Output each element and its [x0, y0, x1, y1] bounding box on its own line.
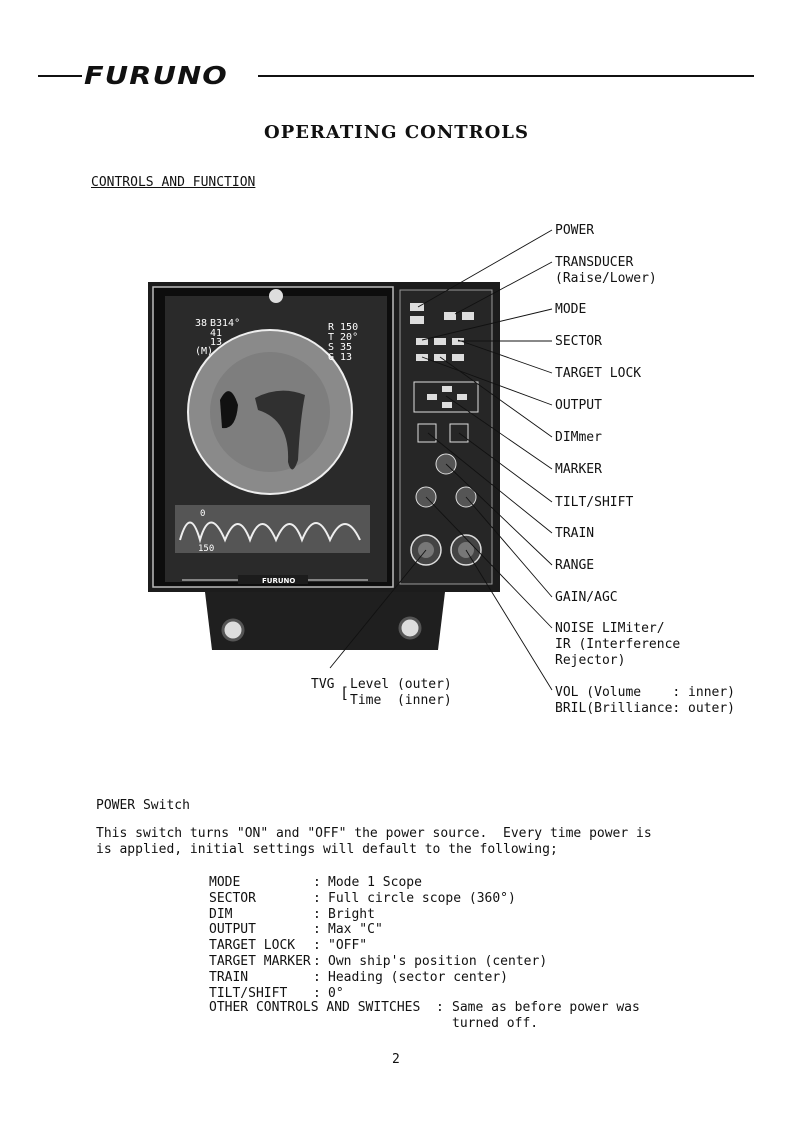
callout-transducer: TRANSDUCER	[555, 255, 634, 270]
callout-train: TRAIN	[555, 526, 595, 541]
default-setting-separator: :	[313, 969, 321, 985]
bracket-knob-right	[400, 618, 420, 638]
paragraph-line-2: is applied, initial settings will default to the following;	[96, 842, 558, 857]
callout-bril: BRIL(Brilliance: outer)	[555, 701, 736, 716]
callout-vol: VOL (Volume : inner)	[555, 685, 736, 700]
callout-range: RANGE	[555, 558, 595, 573]
default-setting-name: DIM	[209, 906, 233, 922]
callout-target-lock: TARGET LOCK	[555, 366, 642, 381]
section-heading: POWER Switch	[96, 798, 190, 813]
readout-left-3: 41	[210, 328, 223, 339]
default-setting-value: Bright	[328, 906, 375, 922]
page-number: 2	[392, 1052, 400, 1067]
readout-left-2: B314°	[210, 318, 241, 329]
default-setting-value: Full circle scope (360°)	[328, 890, 516, 906]
readout-left-5: (M)	[195, 346, 214, 357]
readout-right-4: G 13	[328, 352, 353, 363]
default-setting-name: MODE	[209, 875, 241, 890]
readout-left-4: 13	[210, 337, 223, 348]
default-setting-separator: :	[313, 985, 321, 1001]
bracket-knob-left	[223, 620, 243, 640]
readout-right-2: T 20°	[328, 332, 359, 343]
default-setting-value: Heading (sector center)	[328, 969, 509, 985]
tvg-label: TVG	[311, 677, 335, 692]
sector-key	[434, 338, 446, 345]
other-controls-value-2: turned off.	[452, 1016, 539, 1031]
other-controls-colon: :	[436, 1000, 452, 1015]
callout-transducer-note: (Raise/Lower)	[555, 271, 657, 286]
other-controls-value-1: Same as before power was	[452, 1000, 640, 1015]
tvg-level: Level (outer)	[350, 677, 452, 692]
default-setting-name: TILT/SHIFT	[209, 985, 288, 1001]
default-setting-separator: :	[313, 954, 321, 969]
output-key	[416, 354, 428, 361]
readout-left-1: 38	[195, 318, 208, 329]
callout-mode: MODE	[555, 302, 587, 317]
transducer-key-up	[444, 312, 456, 320]
tvg-bracket: [	[340, 684, 350, 702]
other-controls-name: OTHER CONTROLS AND SWITCHES	[209, 1000, 421, 1015]
power-key	[410, 303, 424, 311]
page-title: OPERATING CONTROLS	[264, 122, 529, 143]
callout-marker: MARKER	[555, 462, 602, 477]
callout-tilt-shift: TILT/SHIFT	[555, 495, 634, 510]
callout-sector: SECTOR	[555, 334, 602, 349]
furuno-logo: FURUNO	[84, 61, 228, 90]
default-setting-separator: :	[313, 938, 321, 954]
default-setting-name: TARGET LOCK	[209, 938, 296, 954]
callout-noise-rejector: Rejector)	[555, 653, 626, 668]
default-setting-value: Own ship's position (center)	[328, 954, 548, 969]
tvg-time: Time (inner)	[350, 693, 452, 708]
transducer-key-down	[462, 312, 474, 320]
default-setting-name: SECTOR	[209, 890, 256, 906]
default-setting-name: TARGET MARKER	[209, 954, 311, 969]
readout-right-1: R 150	[328, 322, 359, 333]
default-setting-separator: :	[313, 922, 321, 938]
default-setting-value: 0°	[328, 985, 344, 1001]
default-setting-name: TRAIN	[209, 969, 249, 985]
readout-right-3: S 35	[328, 342, 353, 353]
default-setting-value: Max "C"	[328, 922, 383, 938]
strip-scale-top: 0	[200, 509, 206, 519]
callout-gain-agc: GAIN/AGC	[555, 590, 618, 605]
default-setting-separator: :	[313, 890, 321, 906]
default-setting-separator: :	[313, 906, 321, 922]
default-setting-value: Mode 1 Scope	[328, 875, 422, 890]
callout-output: OUTPUT	[555, 398, 602, 413]
bezel-brand: FURUNO	[262, 577, 296, 585]
callout-noise-limiter: NOISE LIMiter/	[555, 621, 665, 636]
callout-noise-ir: IR (Interference	[555, 637, 681, 652]
strip-scale-bottom: 150	[198, 544, 215, 554]
default-setting-separator: :	[313, 875, 321, 890]
default-setting-value: "OFF"	[328, 938, 368, 954]
callout-dimmer: DIMmer	[555, 430, 602, 445]
section-subtitle: CONTROLS AND FUNCTION	[91, 175, 256, 190]
paragraph-line-1: This switch turns "ON" and "OFF" the power source. Every time power is	[96, 826, 652, 841]
callout-power: POWER	[555, 223, 595, 238]
default-setting-name: OUTPUT	[209, 922, 256, 938]
bezel-knob	[269, 289, 283, 303]
